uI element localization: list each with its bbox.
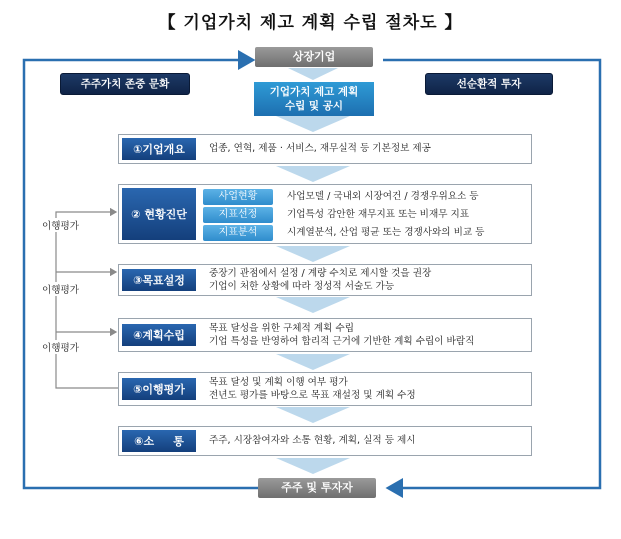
- shareholder-value-badge: 주주가치 존중 문화: [60, 73, 190, 95]
- virtuous-investment-badge: 선순환적 투자: [425, 73, 553, 95]
- feedback-line: [56, 212, 118, 388]
- step-label: ② 현황진단: [122, 188, 196, 240]
- step-text: 주주, 시장참여자와 소통 현황, 계획, 실적 등 제시: [209, 435, 416, 446]
- step-text: 기업이 처한 상황에 따라 정성적 서술도 가능: [209, 281, 395, 292]
- step-label: ⑤이행평가: [122, 378, 196, 400]
- step-text: 기업 특성을 반영하여 합리적 근거에 기반한 계획 수립이 바람직: [209, 336, 475, 347]
- sub-text: 시계열분석, 산업 평균 또는 경쟁사와의 비교 등: [287, 227, 485, 238]
- sub-tag: 사업현황: [203, 189, 273, 205]
- shareholders-investors-box: 주주 및 투자자: [258, 478, 376, 498]
- step-row-goal: [118, 264, 532, 296]
- center-line-2: 수립 및 공시: [284, 100, 344, 112]
- sub-text: 사업모델 / 국내외 시장여건 / 경쟁우위요소 등: [287, 191, 479, 202]
- sub-tag: 지표분석: [203, 225, 273, 241]
- step-label: ①기업개요: [122, 138, 196, 160]
- step-label: ⑥소 통: [122, 430, 196, 452]
- step-row-diagnosis: [118, 184, 532, 244]
- page-title: 【 기업가치 제고 계획 수립 절차도 】: [158, 13, 463, 33]
- step-row-communication: [118, 426, 532, 456]
- listed-company-box: 상장기업: [255, 47, 373, 67]
- sub-text: 기업특성 감안한 재무지표 또는 비재무 지표: [287, 209, 470, 220]
- sub-tag: 지표선정: [203, 207, 273, 223]
- feedback-label: 이행평가: [40, 282, 81, 296]
- step-label: ③목표설정: [122, 269, 196, 291]
- feedback-label: 이행평가: [40, 218, 81, 232]
- step-label: ④계획수립: [122, 324, 196, 346]
- step-row-evaluation: [118, 372, 532, 406]
- step-text: 목표 달성을 위한 구체적 계획 수립: [209, 323, 354, 334]
- step-text: 목표 달성 및 계획 이행 여부 평가: [209, 377, 348, 388]
- step-row-plan: [118, 318, 532, 352]
- step-text: 전년도 평가를 바탕으로 목표 재설정 및 계획 수정: [209, 390, 416, 401]
- plan-disclosure-box: [254, 82, 374, 116]
- feedback-label: 이행평가: [40, 340, 81, 354]
- step-text: 업종, 연혁, 제품 · 서비스, 재무실적 등 기본정보 제공: [209, 143, 431, 154]
- step-text: 중장기 관점에서 설정 / 계량 수치로 제시할 것을 권장: [209, 268, 432, 279]
- step-row-overview: [118, 134, 532, 164]
- center-line-1: 기업가치 제고 계획: [269, 86, 359, 98]
